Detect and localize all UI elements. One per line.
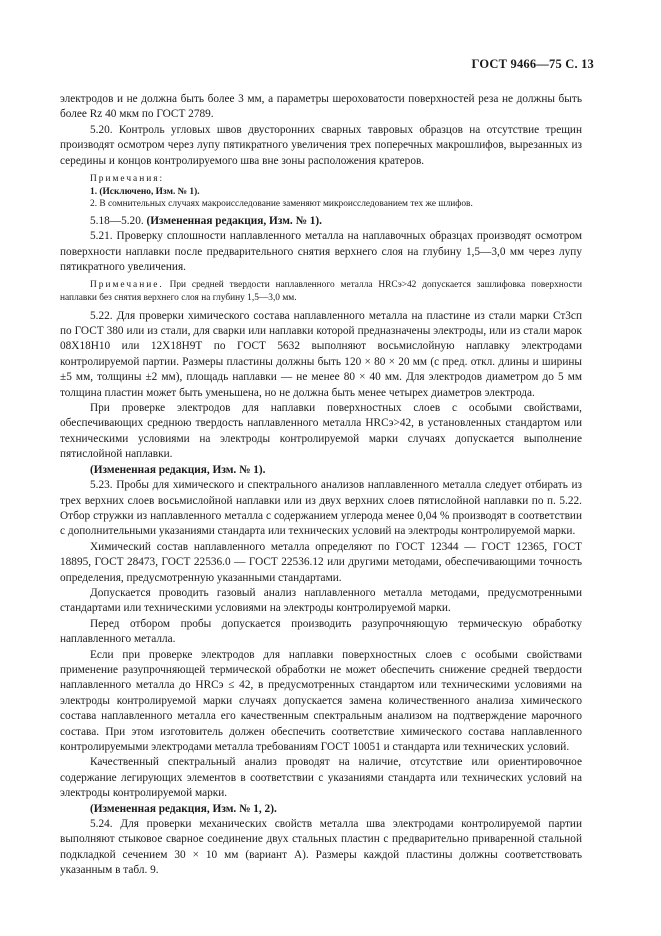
paragraph-spectral-analysis: Качественный спектральный анализ проводят на наличие, отсутствие или ориентировочное содержание легирующих элементов в соответствии с указаниями стандарта или технических условий на электроды контролируемой марки. bbox=[60, 756, 582, 800]
paragraph-softening: Если при проверке электродов для наплавки поверхностных слоев с особыми свойствами применение разупрочняющей термической обработки не может обеспечить снижение средней твердости наплавленного металла до HRCэ ≤ 42, в предусмотренных стандартом или техническими условиями на электроды контролируемой марки случаях допускается замена количественного анализа химического состава наплавленного металла его качественным спектральным анализом на подтверждение марочного состава. При этом изготовитель должен обеспечить соответствие химического состава наплавленного контролируемыми электродами металла требованиям ГОСТ 10051 и стандарта или технических условий. bbox=[60, 648, 582, 753]
paragraph-5-21: 5.21. Проверку сплошности наплавленного металла на наплавочных образцах производят осмотром поверхности наплавки после предварительного снятия верхнего слоя на глубину 1,5—3,0 мм через лупу пятикратного увеличения. bbox=[60, 230, 582, 274]
paragraph-continuation: электродов и не должна быть более 3 мм, а параметры шероховатости поверхностей реза не должны быть более Rz 40 мкм по ГОСТ 2789. bbox=[60, 93, 582, 121]
note-hardness: Примечание. При средней твердости наплавленного металла HRCэ>42 допускается зашлифовка поверхности наплавки без снятия верхнего слоя на глубину 1,5—3,0 мм. bbox=[60, 280, 582, 304]
paragraph-5-22: 5.22. Для проверки химического состава наплавленного металла на пластине из стали марки Ст3сп по ГОСТ 380 или из стали, для сварки или наплавки которой предназначены электроды, или из стали марок 08Х18Н10 или 12Х18Н9Т по ГОСТ 5632 выполняют восьмислойную наплавку электродами контролируемой партии. Размеры пластины должны быть 120 × 80 × 20 мм (с пред. откл. длины и ширины ±5 мм, толщины ±2 мм), площадь наплавки — не менее 80 × 40 мм. Для электродов диаметром до 5 мм толщина пластин может быть уменьшена, но не должна быть менее четырех диаметров электрода. bbox=[60, 309, 582, 399]
paragraph-5-24: 5.24. Для проверки механических свойств металла шва электродами контролируемой партии выполняют стыковое сварное соединение двух стальных пластин с предварительно приваренной стальной подкладкой сечением 30 × 10 мм (вариант А). Размеры каждой пластины должны соответствовать указанным в табл. 9. bbox=[60, 818, 582, 877]
revision-note-1: 5.18—5.20. (Измененная редакция, Изм. № 1). bbox=[90, 214, 322, 227]
notes-title: Примечания: bbox=[90, 174, 165, 185]
revision-note-2: (Измененная редакция, Изм. № 1). bbox=[90, 463, 266, 476]
paragraph-chemical-composition: Химический состав наплавленного металла определяют по ГОСТ 12344 — ГОСТ 12365, ГОСТ 18895, ГОСТ 28473, ГОСТ 22536.0 — ГОСТ 22536.12 или другими методами, обеспечивающими точность определения, предусмотренную указанными стандартами. bbox=[60, 540, 582, 584]
page-content bbox=[60, 92, 582, 879]
paragraph-surface-layers: При проверке электродов для наплавки поверхностных слоев с особыми свойствами, обеспечивающих среднюю твердость наплавленного металла HRCэ>42, в установленных стандартом или техническими условиями на электроды контролируемой марки случаях допускается выполнение пятислойной наплавки. bbox=[60, 402, 582, 461]
paragraph-5-20: 5.20. Контроль угловых швов двусторонних сварных тавровых образцов на отсутствие трещин производят осмотром через лупу пятикратного увеличения трех поперечных макрошлифов, вырезанных из середины и концов контролируемого шва вне зоны расположения кратеров. bbox=[60, 123, 582, 167]
paragraph-5-23: 5.23. Пробы для химического и спектрального анализов наплавленного металла следует отбирать из трех верхних слоев восьмислойной наплавки или из двух верхних слоев пятислойной наплавки по п. 5.22. Отбор стружки из наплавленного металла с содержанием углерода менее 0,04 % производят в соответствии с дополнительными указаниями стандарта или технических условий на электроды контролируемой марки. bbox=[60, 479, 582, 538]
note-1: 1. (Исключено, Изм. № 1). bbox=[90, 186, 200, 197]
revision-note-3: (Измененная редакция, Изм. № 1, 2). bbox=[90, 802, 277, 815]
page-header: ГОСТ 9466—75 С. 13 bbox=[471, 57, 594, 71]
paragraph-gas-analysis: Допускается проводить газовый анализ наплавленного металла методами, предусмотренными стандартами или техническими условиями на электроды контролируемой марки. bbox=[60, 586, 582, 615]
paragraph-heat-treatment: Перед отбором пробы допускается производить разупрочняющую термическую обработку наплавленного металла. bbox=[60, 617, 582, 646]
note-2: 2. В сомнительных случаях макроисследование заменяют микроисследованием тех же шлифов. bbox=[90, 199, 473, 210]
